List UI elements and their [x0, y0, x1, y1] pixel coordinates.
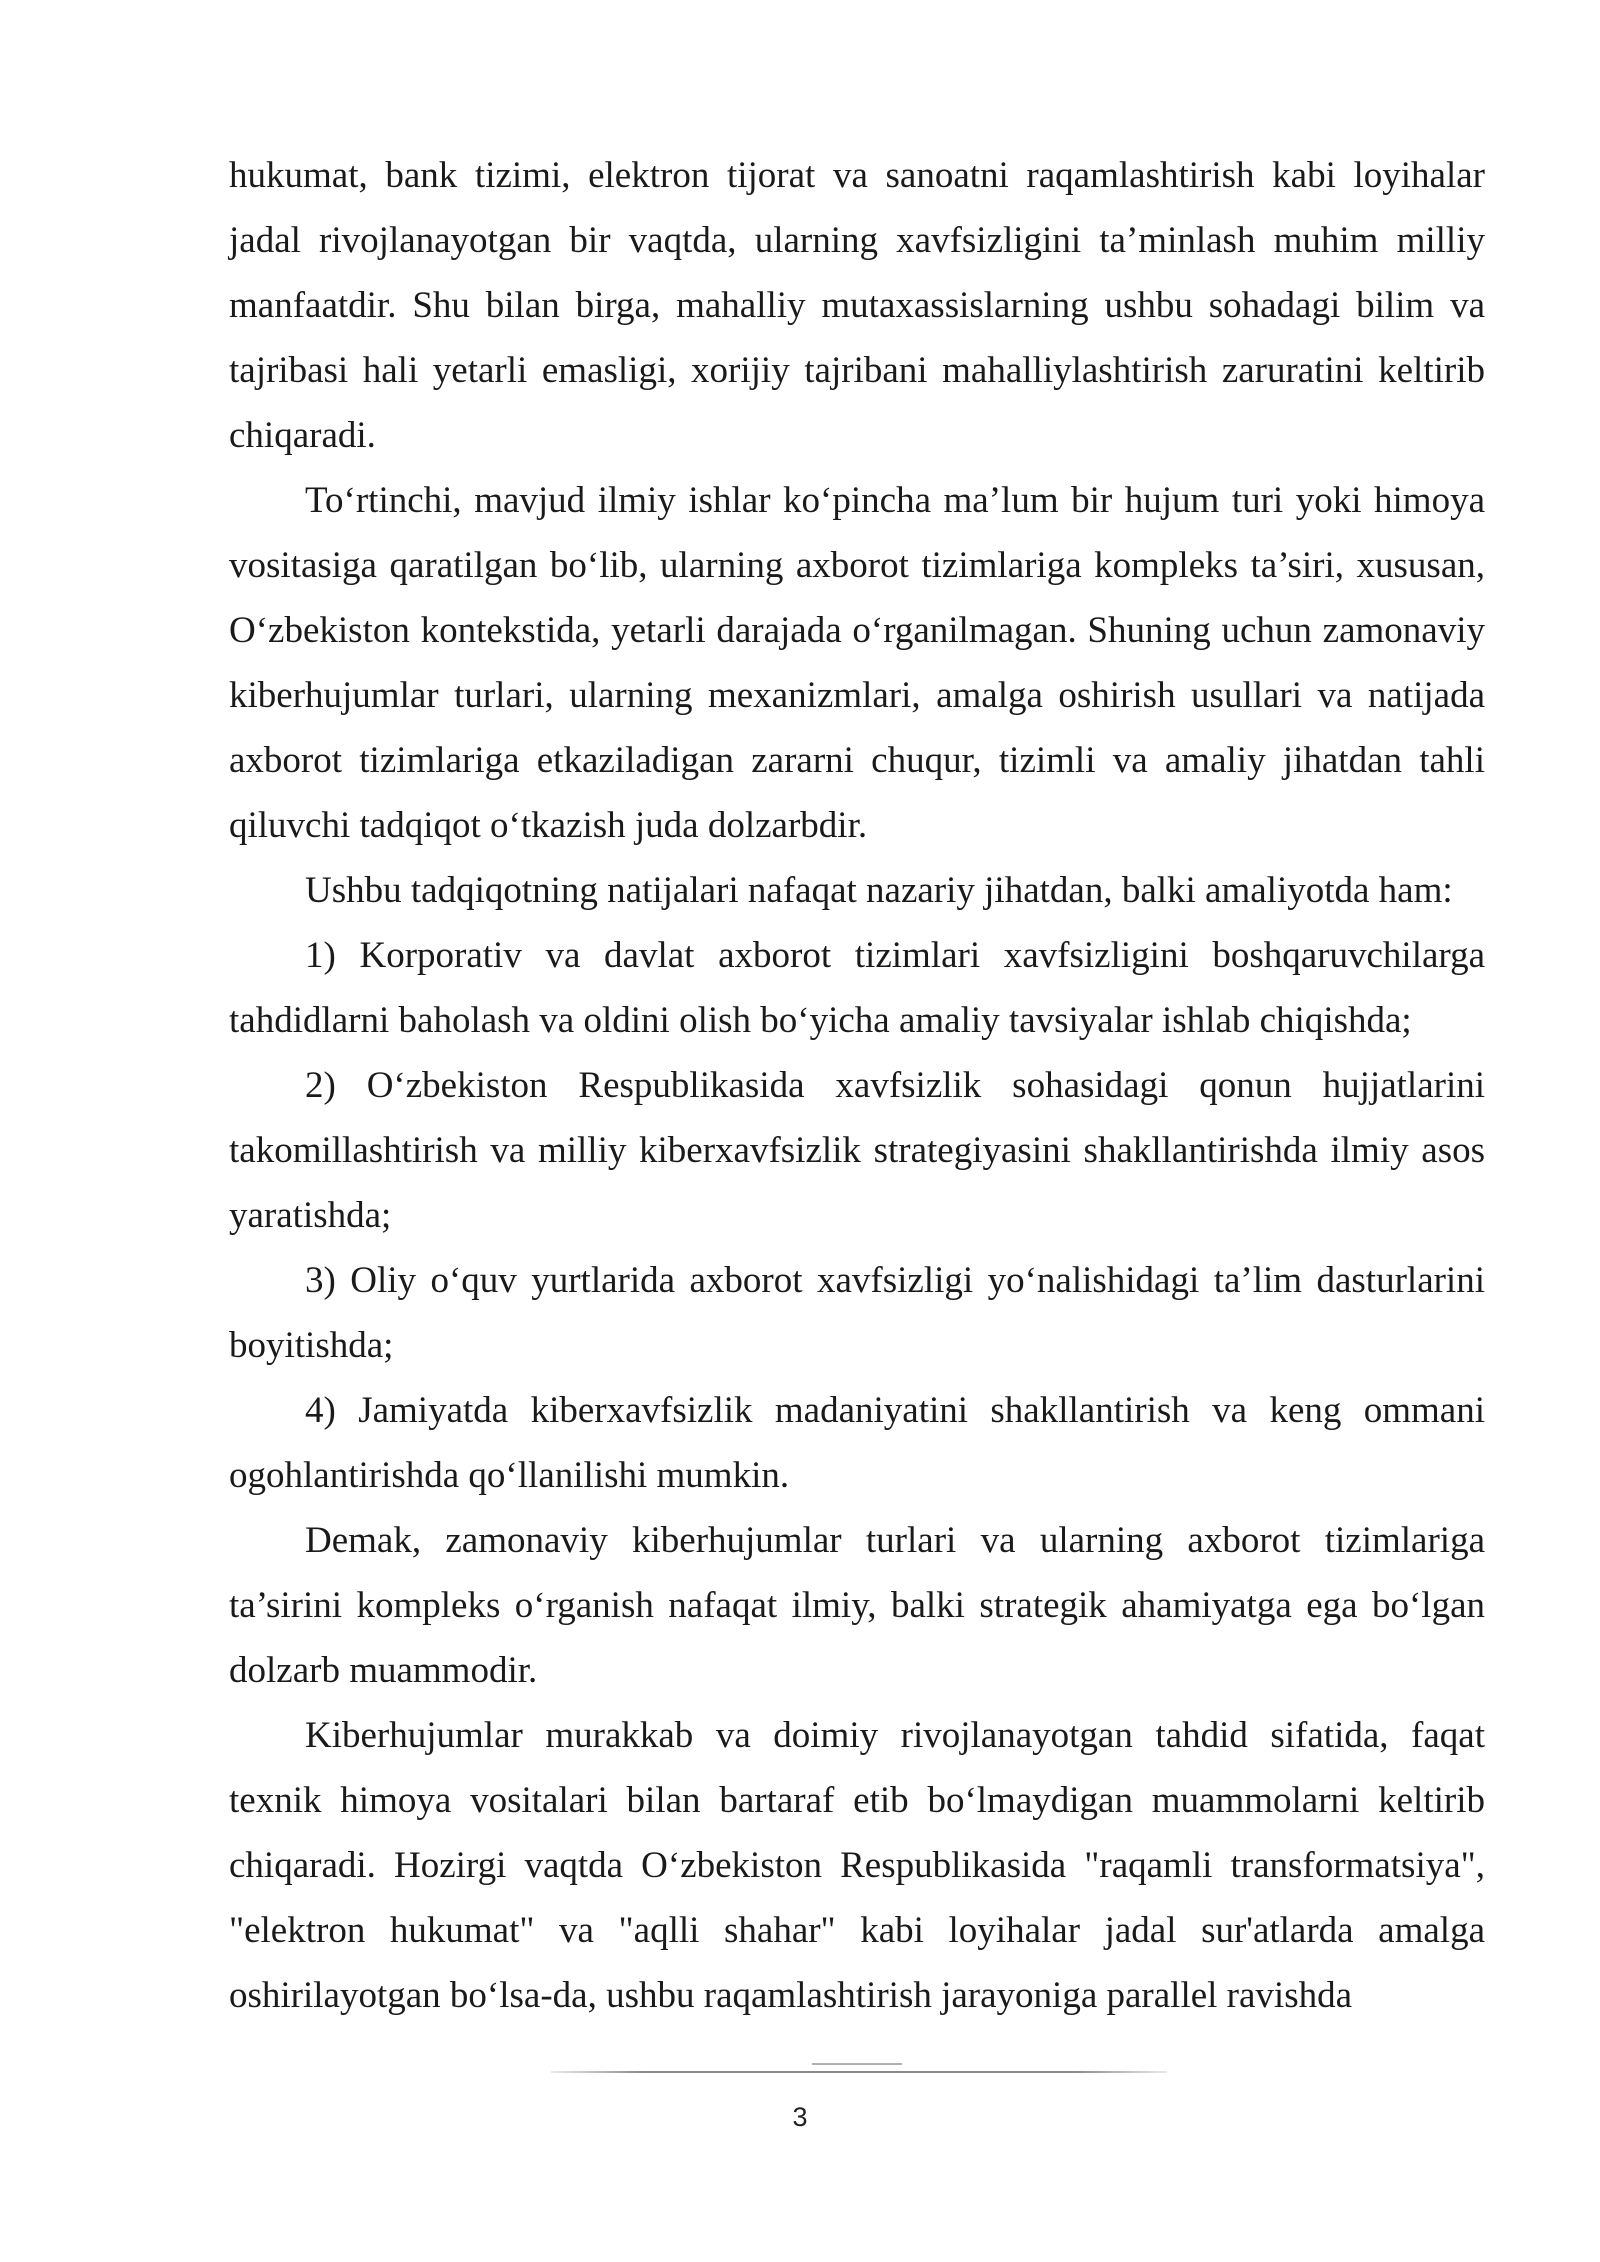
page-body: [229, 143, 1485, 2028]
list-item-3: 3) Oliy o‘quv yurtlarida axborot xavfsizligi yo‘nalishidagi ta’lim dasturlarini boyitishda;: [229, 1260, 1485, 1366]
paragraph-conclusion: Demak, zamonaviy kiberhujumlar turlari va ularning axborot tizimlariga ta’sirini kompleks o‘rganish nafaqat ilmiy, balki strategik ahamiyatga ega bo‘lgan dolzarb muammodir.: [229, 1520, 1485, 1691]
paragraph-results-intro: Ushbu tadqiqotning natijalari nafaqat nazariy jihatdan, balki amaliyotda ham:: [305, 870, 1453, 911]
paragraph-fourth-point: To‘rtinchi, mavjud ilmiy ishlar ko‘pincha ma’lum bir hujum turi yoki himoya vositasiga qaratilgan bo‘lib, ularning axborot tizimlariga kompleks ta’siri, xususan, O‘zbekiston kontekstida, yetarli darajada o‘rganilmagan. Shuning uchun zamonaviy kiberhujumlar turlari, ularning mexanizmlari, amalga oshirish usullari va natijada axborot tizimlariga etkaziladigan zararni chuqur, tizimli va amaliy jihatdan tahli qiluvchi tadqiqot o‘tkazish juda dolzarbdir.: [229, 480, 1485, 846]
list-item-1: 1) Korporativ va davlat axborot tizimlari xavfsizligini boshqaruvchilarga tahdidlarni baholash va oldini olish bo‘yicha amaliy tavsiyalar ishlab chiqishda;: [229, 935, 1485, 1041]
footer-rule-accent: [812, 2063, 902, 2065]
page-number: 3: [792, 2102, 808, 2132]
footer-rule: [551, 2071, 1167, 2073]
paragraph-continuation: hukumat, bank tizimi, elektron tijorat va sanoatni raqamlashtirish kabi loyihalar jadal rivojlanayotgan bir vaqtda, ularning xavfsizligini ta’minlash muhim milliy manfaatdir. Shu bilan birga, mahalliy mutaxassislarning ushbu sohadagi bilim va tajribasi hali yetarli emasligi, xorijiy tajribani mahalliylashtirish zaruratini keltirib chiqaradi.: [229, 155, 1485, 456]
list-item-4: 4) Jamiyatda kiberxavfsizlik madaniyatini shakllantirish va keng ommani ogohlantirishda qo‘llanilishi mumkin.: [229, 1390, 1485, 1496]
list-item-2: 2) O‘zbekiston Respublikasida xavfsizlik sohasidagi qonun hujjatlarini takomillashtirish va milliy kiberxavfsizlik strategiyasini shakllantirishda ilmiy asos yaratishda;: [229, 1065, 1485, 1236]
paragraph-cyberattacks: Kiberhujumlar murakkab va doimiy rivojlanayotgan tahdid sifatida, faqat texnik himoya vositalari bilan bartaraf etib bo‘lmaydigan muammolarni keltirib chiqaradi. Hozirgi vaqtda O‘zbekiston Respublikasida "raqamli transformatsiya", "elektron hukumat" va "aqlli shahar" kabi loyihalar jadal sur'atlarda amalga oshirilayotgan bo‘lsa-da, ushbu raqamlashtirish jarayoniga parallel ravishda: [229, 1715, 1485, 2016]
